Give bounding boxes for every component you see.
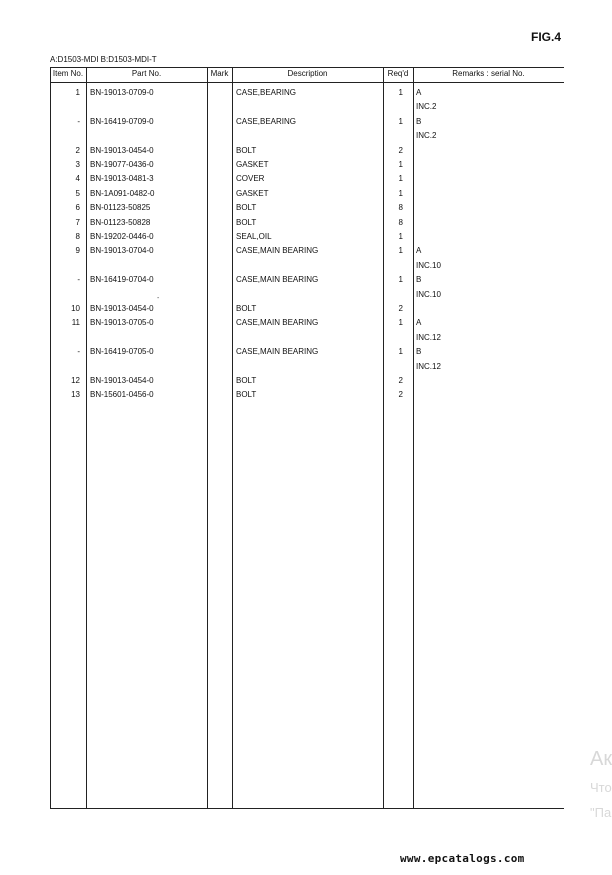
description-cell: CASE,BEARING [236, 88, 297, 97]
reqd-cell: 1 [398, 232, 403, 241]
item-no-cell: 2 [75, 145, 80, 155]
reqd-cell: 1 [398, 174, 403, 184]
description-cell: CASE,MAIN BEARING [236, 275, 319, 285]
description-cell: CASE,MAIN BEARING [236, 318, 319, 328]
table-row [50, 244, 564, 258]
description-cell: BOLT [236, 203, 257, 213]
item-no-cell: 11 [71, 318, 80, 328]
reqd-cell: 2 [398, 390, 403, 400]
part-no-cell: BN-1A091-0482-0 [90, 188, 155, 198]
item-no-cell: 3 [75, 160, 80, 169]
remarks-cell: INC.12 [416, 361, 441, 371]
remarks-cell: B [416, 275, 422, 285]
remarks-cell: A [416, 318, 422, 328]
remarks-cell: INC.12 [416, 332, 441, 342]
table-row [50, 360, 564, 374]
table-row [50, 273, 564, 287]
table-row [50, 129, 564, 143]
table-row [50, 345, 564, 359]
table-row [50, 388, 564, 402]
watermark-line-2: Что [590, 780, 612, 795]
table-row [50, 158, 564, 172]
table-row [50, 100, 564, 114]
part-no-cell: BN-16419-0705-0 [90, 347, 154, 357]
model-legend: A:D1503-MDI B:D1503-MDI-T [50, 55, 157, 64]
reqd-cell: 2 [398, 376, 403, 385]
remarks-cell: INC.10 [416, 289, 441, 299]
remarks-cell: INC.2 [416, 102, 437, 112]
item-no-cell: 8 [75, 232, 80, 241]
parts-table [50, 67, 564, 809]
description-cell: SEAL,OIL [236, 232, 272, 241]
description-cell: CASE,BEARING [236, 116, 297, 126]
part-no-cell: BN-19013-0705-0 [90, 318, 154, 328]
reqd-cell: 2 [398, 145, 403, 155]
remarks-cell: INC.10 [416, 260, 441, 270]
part-no-cell: BN-19013-0454-0 [90, 376, 154, 385]
watermark-line-1: Ак [590, 748, 612, 770]
remarks-cell: A [416, 246, 422, 256]
item-no-cell: 9 [75, 246, 80, 256]
table-row [50, 115, 564, 129]
item-no-cell: 4 [75, 174, 80, 184]
item-no-cell: - [77, 347, 80, 357]
part-no-cell: BN-01123-50825 [90, 203, 151, 213]
part-no-cell: BN-19013-0454-0 [90, 145, 154, 155]
item-no-cell: 12 [71, 376, 80, 385]
reqd-cell: 8 [398, 217, 403, 227]
table-row [50, 144, 564, 158]
table-row [50, 172, 564, 186]
header-reqd: Req'd [387, 69, 409, 78]
header-mark: Mark [210, 69, 229, 78]
item-no-cell: 7 [75, 217, 80, 227]
table-row [50, 201, 564, 215]
item-no-cell: 1 [75, 88, 80, 97]
watermark-line-3: "Па [590, 805, 612, 820]
description-cell: BOLT [236, 304, 257, 313]
table-row [50, 259, 564, 273]
table-row [50, 288, 564, 302]
item-no-cell: 10 [71, 304, 80, 313]
table-row [50, 302, 564, 316]
description-cell: BOLT [236, 390, 257, 400]
item-no-cell: 5 [75, 188, 80, 198]
description-cell: COVER [236, 174, 265, 184]
header-item-no: Item No. [52, 69, 84, 78]
reqd-cell: 2 [398, 304, 403, 313]
description-cell: CASE,MAIN BEARING [236, 347, 319, 357]
reqd-cell: 1 [398, 347, 403, 357]
separator-mark: - [157, 295, 160, 302]
remarks-cell: B [416, 347, 422, 357]
reqd-cell: 1 [398, 188, 403, 198]
part-no-cell: BN-19013-0481-3 [90, 174, 154, 184]
remarks-cell: INC.2 [416, 131, 437, 141]
header-description: Description [287, 69, 328, 78]
remarks-cell: A [416, 88, 422, 97]
description-cell: BOLT [236, 145, 257, 155]
table-row [50, 187, 564, 201]
reqd-cell: 1 [398, 160, 403, 169]
remarks-cell: B [416, 116, 422, 126]
header-part-no: Part No. [131, 69, 162, 78]
reqd-cell: 1 [398, 88, 403, 97]
description-cell: GASKET [236, 160, 269, 169]
table-row [50, 374, 564, 388]
part-no-cell: BN-19013-0454-0 [90, 304, 154, 313]
part-no-cell: BN-19013-0709-0 [90, 88, 154, 97]
reqd-cell: 1 [398, 318, 403, 328]
table-row [50, 216, 564, 230]
part-no-cell: BN-19013-0704-0 [90, 246, 154, 256]
table-row [50, 230, 564, 244]
item-no-cell: - [77, 275, 80, 285]
reqd-cell: 8 [398, 203, 403, 213]
part-no-cell: BN-01123-50828 [90, 217, 151, 227]
description-cell: BOLT [236, 217, 257, 227]
figure-label: FIG.4 [531, 30, 562, 44]
table-row [50, 331, 564, 345]
reqd-cell: 1 [398, 116, 403, 126]
item-no-cell: 6 [75, 203, 80, 213]
description-cell: CASE,MAIN BEARING [236, 246, 319, 256]
part-no-cell: BN-19077-0436-0 [90, 160, 154, 169]
table-row [50, 86, 564, 100]
footer-url: www.epcatalogs.com [400, 852, 525, 865]
part-no-cell: BN-19202-0446-0 [90, 232, 154, 241]
reqd-cell: 1 [398, 246, 403, 256]
reqd-cell: 1 [398, 275, 403, 285]
part-no-cell: BN-16419-0704-0 [90, 275, 154, 285]
part-no-cell: BN-15601-0456-0 [90, 390, 154, 400]
table-row [50, 316, 564, 330]
description-cell: GASKET [236, 188, 269, 198]
item-no-cell: - [77, 116, 80, 126]
description-cell: BOLT [236, 376, 257, 385]
part-no-cell: BN-16419-0709-0 [90, 116, 154, 126]
item-no-cell: 13 [71, 390, 80, 400]
header-remarks: Remarks : serial No. [452, 69, 525, 78]
